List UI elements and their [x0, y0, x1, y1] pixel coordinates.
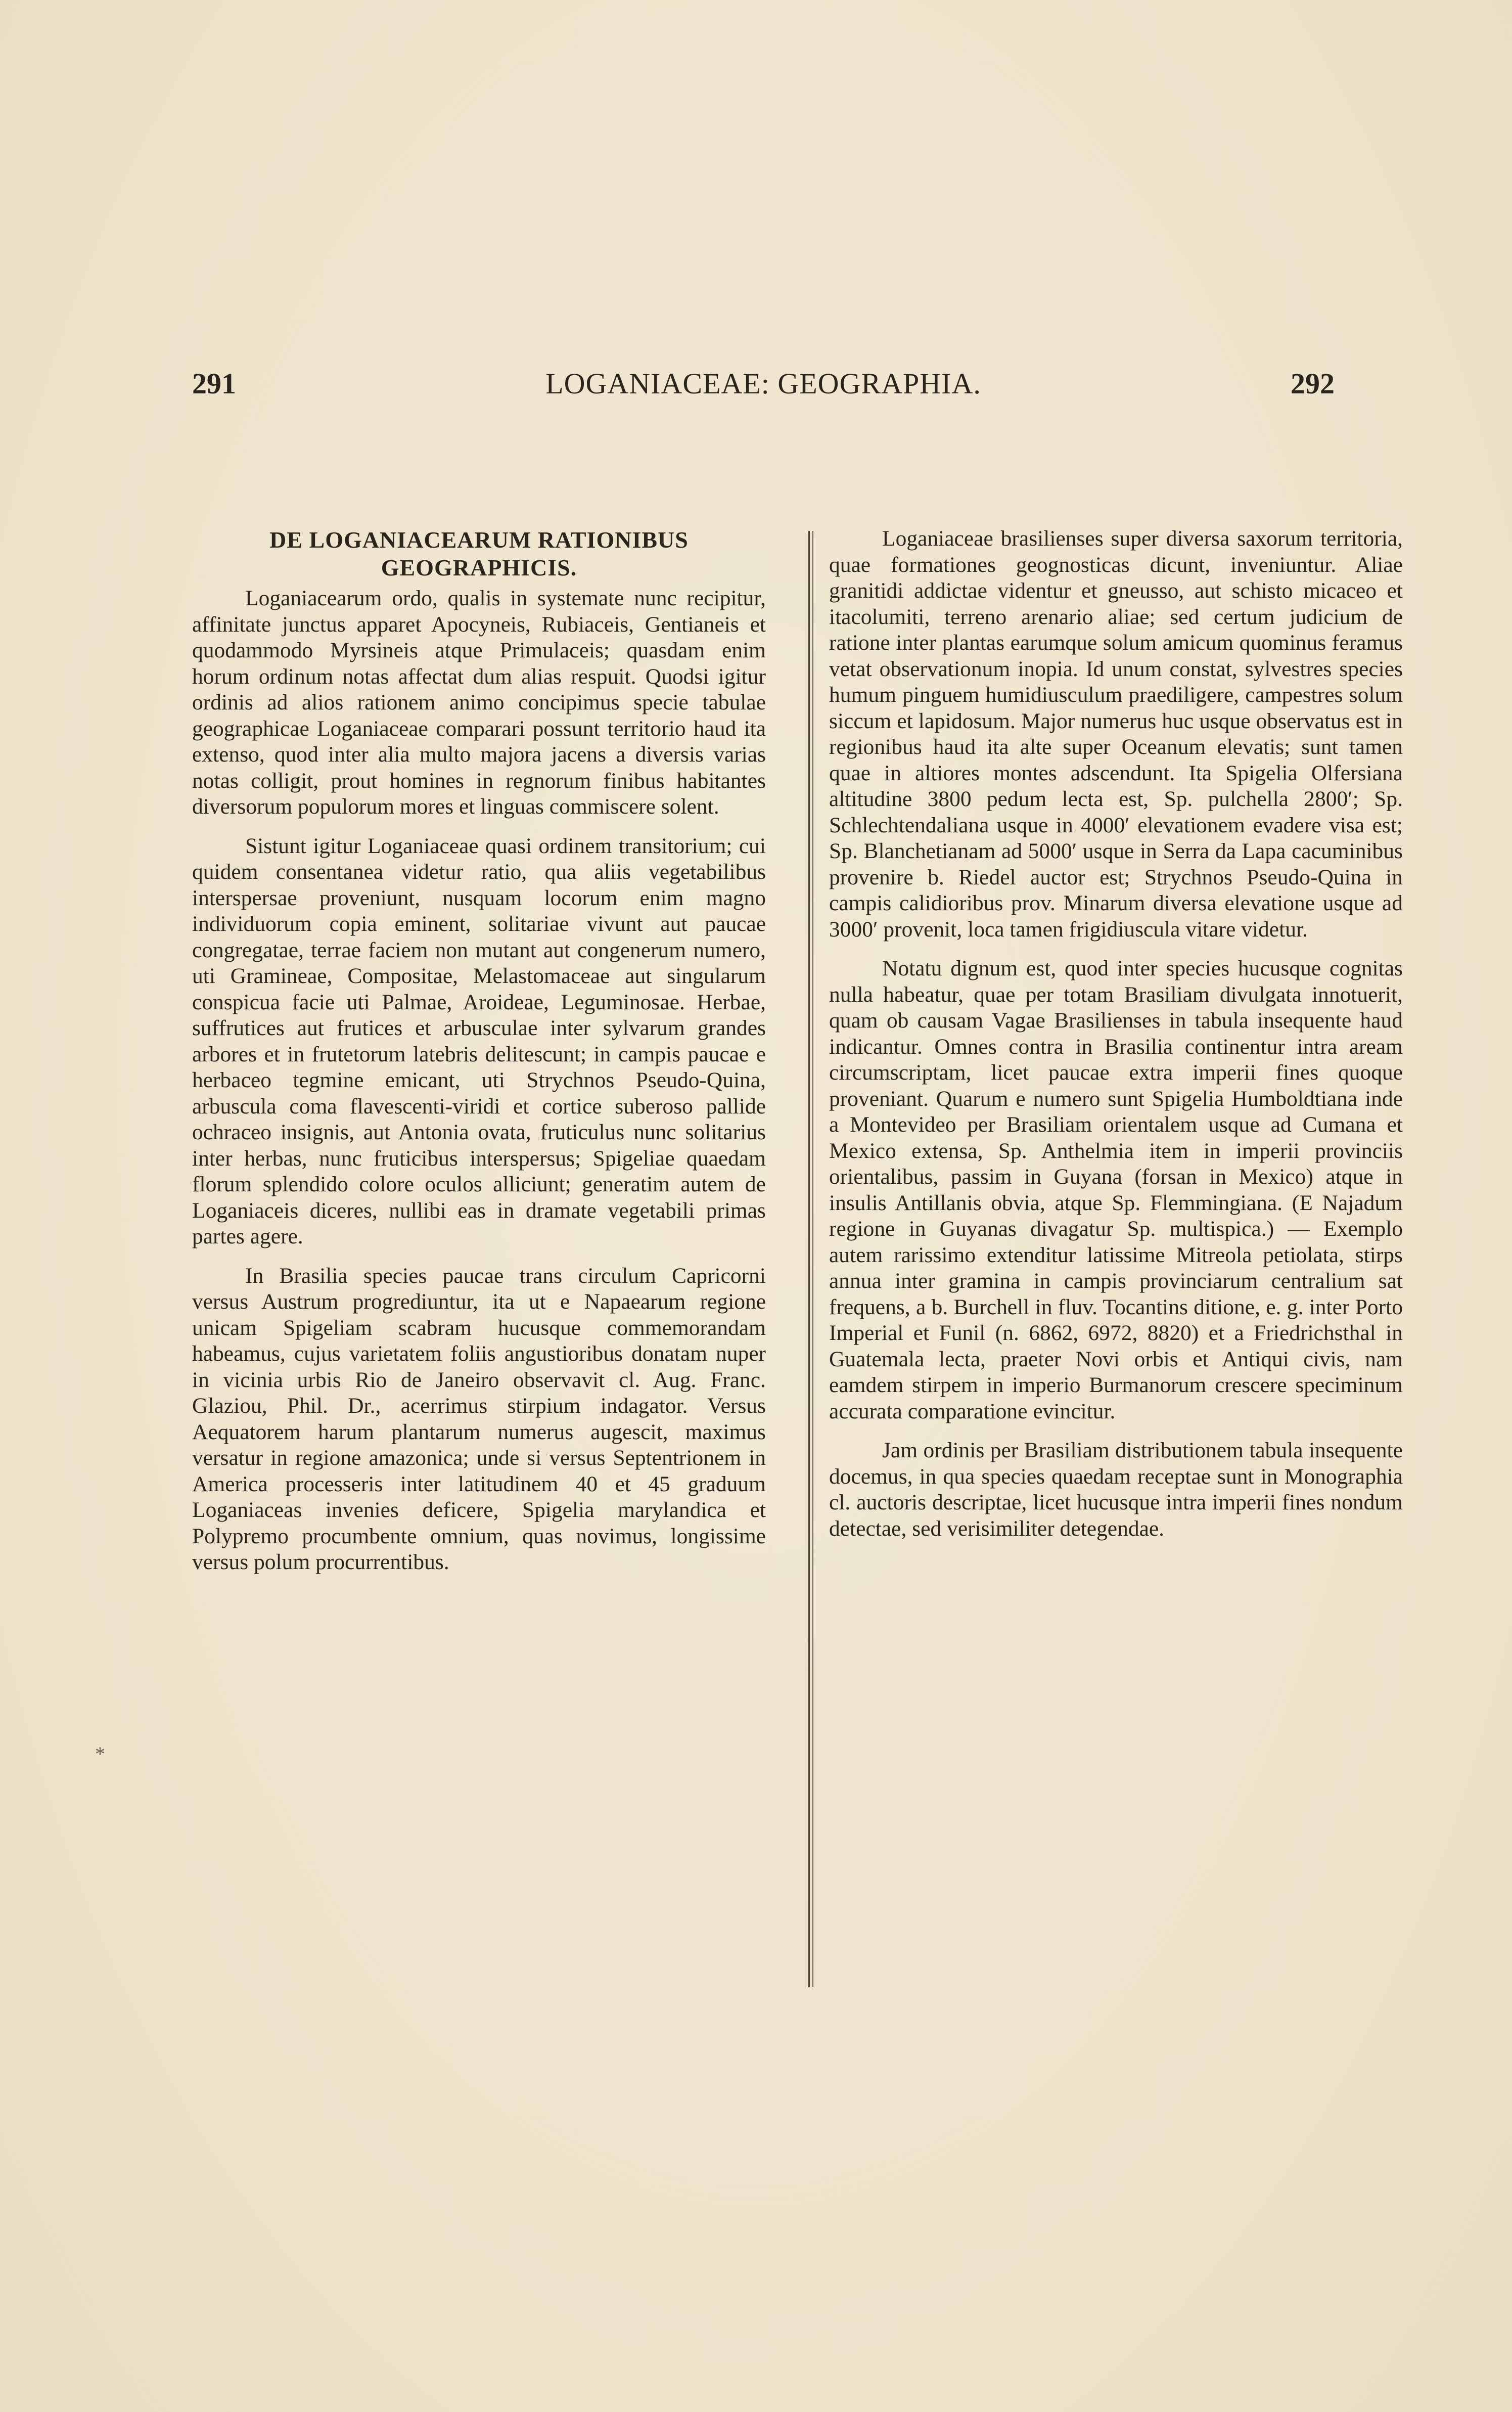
running-title: LOGANIACEAE: GEOGRAPHIA. [545, 367, 981, 400]
section-heading-line1: DE LOGANIACEARUM RATIONIBUS [269, 527, 689, 553]
page-number-left: 291 [192, 367, 236, 400]
running-head [192, 367, 1335, 412]
column-divider-inner [812, 531, 813, 1987]
left-column [192, 526, 766, 1589]
right-paragraph-1: Loganiaceae brasilienses super diversa saxorum territoria, quae formationes geognosticas dicunt, inveniuntur. Aliae granitidi addictae videntur et gneusso, aut schisto micaceo et itacolumiti, terreno arenario aliae; sed certum judicium de ratione inter plantas earumque solum amicum quominus feramus vetat observationum inopia. Id unum constat, sylvestres species humum pinguem humidiusculum praediligere, campestres solum siccum et lapidosum. Major numerus huc usque observatus est in regionibus haud ita alte super Oceanum elevatis; sunt tamen quae in altiores montes adscendunt. Ita Spigelia Olfersiana altitudine 3800 pedum lecta est, Sp. pulchella 2800′; Sp. Schlechtendaliana usque in 4000′ elevationem evadere visa est; Sp. Blanchetianam ad 5000′ usque in Serra da Lapa cacuminibus provenire b. Riedel auctor est; Strychnos Pseudo-Quina in campis calidioribus prov. Minarum diversa elevatione usque ad 3000′ provenit, loca tamen frigidiuscula vitare videtur. [829, 526, 1403, 942]
left-paragraph-1: Loganiacearum ordo, qualis in systemate nunc recipitur, affinitate junctus apparet Apocyneis, Rubiaceis, Gentianeis et quodammodo Myrsineis atque Primulaceis; quasdam enim horum ordinum notas affectat dum alias respuit. Quodsi igitur ordinis ad alios rationem animo concipimus specie tabulae geographicae Loganiaceae comparari possunt territorio haud ita extenso, quod inter alia multo majora jacens a diversis varias notas colligit, prout homines in regnorum finibus habitantes diversorum populorum mores et linguas commiscere solent. [192, 586, 766, 819]
section-heading [192, 526, 766, 582]
margin-mark: * [95, 1743, 105, 1765]
left-paragraph-2: Sistunt igitur Loganiaceae quasi ordinem transitorium; cui quidem consentanea videtur ratio, qua aliis vegetabilibus interspersae proveniunt, nusquam locorum enim magno individuorum copia eminent, solitariae vivunt aut paucae congregatae, terrae faciem non mutant aut congenerum numero, uti Gramineae, Compositae, Melastomaceae aut singularum conspicua facie uti Palmae, Aroideae, Leguminosae. Herbae, suffrutices aut frutices et arbusculae inter sylvarum grandes arbores et in frutetorum latebris delitescunt; in campis paucae e herbaceo tegmine emicant, uti Strychnos Pseudo-Quina, arbuscula coma flavescenti-viridi et cortice suberoso pallide ochraceo insignis, aut Antonia ovata, fruticulus nunc solitarius inter herbas, nunc fruticibus interspersus; Spigeliae quaedam florum splendido colore oculos alliciunt; generatim autem de Loganiaceis diceres, nullibi eas in dramate vegetabili primas partes agere. [192, 833, 766, 1248]
right-paragraph-3: Jam ordinis per Brasiliam distributionem tabula insequente docemus, in qua species quaedam receptae sunt in Monographia cl. auctoris descriptae, licet hucusque intra imperii fines nondum detectae, sed verisimiliter detegendae. [829, 1438, 1403, 1541]
page-number-right: 292 [1291, 367, 1335, 400]
section-heading-line2: GEOGRAPHICIS. [381, 555, 577, 580]
column-divider [808, 531, 810, 1987]
right-paragraph-2: Notatu dignum est, quod inter species hucusque cognitas nulla habeatur, quae per totam Brasiliam divulgata innotuerit, quam ob causam Vagae Brasilienses in tabula insequente haud indicantur. Omnes contra in Brasilia continentur intra aream circumscriptam, licet paucae extra imperii fines quoque proveniant. Quarum e numero sunt Spigelia Humboldtiana inde a Montevideo per Brasiliam orientalem usque ad Cumana et Mexico extensa, Sp. Anthelmia item in imperii provinciis orientalibus, passim in Guyana (forsan in Mexico) atque in insulis Antillanis obvia, atque Sp. Flemmingiana. (E Najadum regione in Guyanas divagatur Sp. multispica.) — Exemplo autem rarissimo extenditur latissime Mitreola petiolata, stirps annua inter gramina in campis provinciarum centralium sat frequens, a b. Burchell in fluv. Tocantins ditione, e. g. inter Porto Imperial et Funil (n. 6862, 6972, 8820) et a Friedrichsthal in Guatemala lecta, praeter Novi orbis et Antiqui civis, nam eamdem stirpem in imperio Burmanorum crescere speciminum accurata comparatione evincitur. [829, 956, 1403, 1423]
left-paragraph-3: In Brasilia species paucae trans circulum Capricorni versus Austrum progrediuntur, ita ut e Napaearum regione unicam Spigeliam scabram hucusque commemorandam habeamus, cujus varietatem foliis angustioribus donatam nuper in vicinia urbis Rio de Janeiro observavit cl. Aug. Franc. Glaziou, Phil. Dr., acerrimus stirpium indagator. Versus Aequatorem harum plantarum numerus augescit, maximus versatur in regione amazonica; unde si versus Septentrionem in America processeris inter latitudinem 40 et 45 graduum Loganiaceas invenies deficere, Spigelia marylandica et Polypremo procumbente omnium, quas novimus, longissime versus polum procurrentibus. [192, 1263, 766, 1574]
right-column [829, 526, 1403, 1555]
